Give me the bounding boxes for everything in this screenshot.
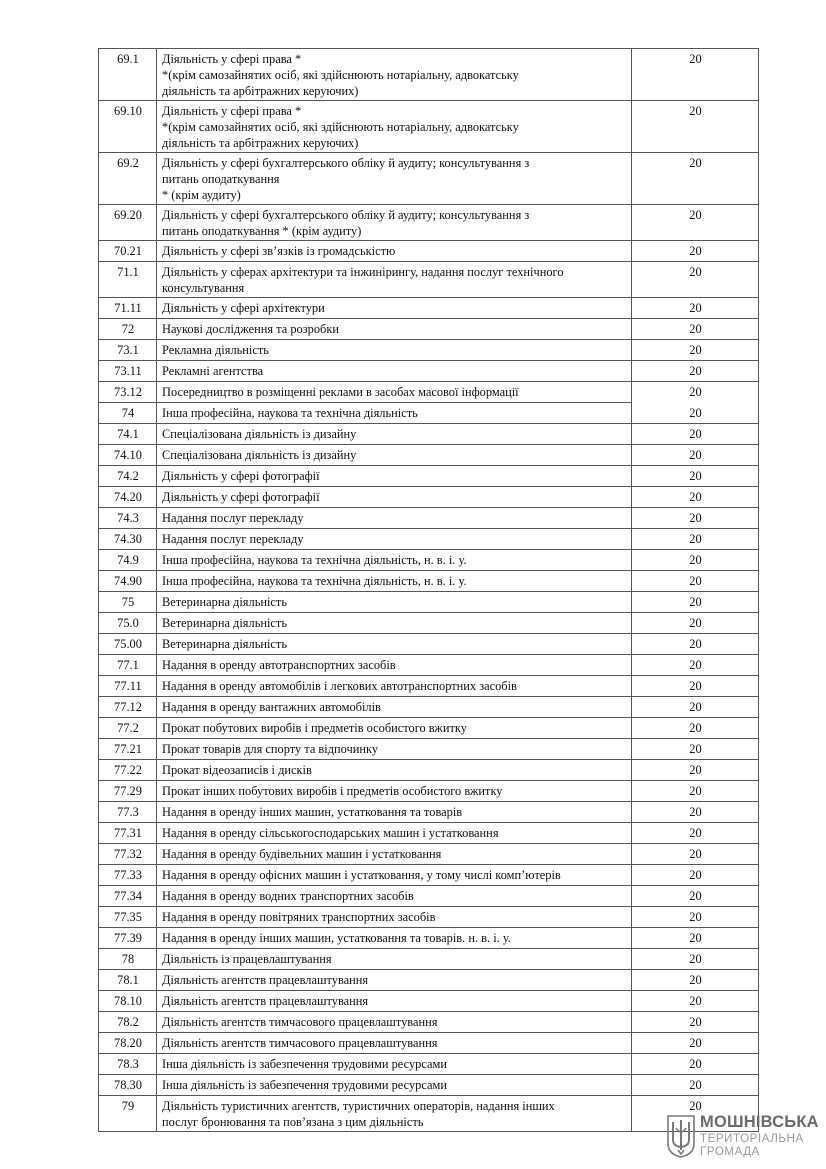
description-line: Інша діяльність із забезпечення трудовими ресурсами: [162, 1057, 447, 1071]
table-row: [99, 382, 759, 403]
kved-code: 69.2: [99, 153, 157, 205]
activity-description: [157, 1075, 632, 1096]
description-line: Прокат інших побутових виробів і предметів особистого вжитку: [162, 784, 503, 798]
description-line: Діяльність у сфері зв’язків із громадськістю: [162, 244, 396, 258]
description-line: Діяльність агентств тимчасового працевлаштування: [162, 1015, 438, 1029]
community-logo: [666, 1112, 819, 1160]
table-row: [99, 886, 759, 907]
activity-description: [157, 241, 632, 262]
table-row: [99, 823, 759, 844]
tax-rate: 20: [632, 571, 759, 592]
description-line: Спеціалізована діяльність із дизайну: [162, 427, 357, 441]
activity-description: [157, 844, 632, 865]
kved-code: 73.12: [99, 382, 157, 403]
description-line: Діяльність у сфері фотографії: [162, 469, 320, 483]
tax-rate: 20: [632, 49, 759, 101]
table-row: [99, 718, 759, 739]
trident-icon: [666, 1114, 696, 1158]
description-line: Надання в оренду автотранспортних засобів: [162, 658, 396, 672]
activity-description: [157, 101, 632, 153]
activity-description: [157, 1033, 632, 1054]
description-line: Надання в оренду сільськогосподарських машин і устатковання: [162, 826, 499, 840]
table-row: [99, 466, 759, 487]
activity-description: [157, 205, 632, 241]
activity-description: [157, 466, 632, 487]
tax-rate: 20: [632, 970, 759, 991]
tax-rate: 20: [632, 262, 759, 298]
description-line: консультування: [162, 281, 245, 295]
kved-code: 78.1: [99, 970, 157, 991]
kved-code: 69.10: [99, 101, 157, 153]
kved-rates-table: [98, 48, 759, 1132]
tax-rate: 20: [632, 1012, 759, 1033]
activity-description: [157, 550, 632, 571]
activity-description: [157, 697, 632, 718]
tax-rate: 20: [632, 907, 759, 928]
activity-description: [157, 655, 632, 676]
kved-code: 75: [99, 592, 157, 613]
kved-code: 71.11: [99, 298, 157, 319]
table-row: [99, 844, 759, 865]
description-line: Надання послуг перекладу: [162, 511, 304, 525]
tax-rate: 20: [632, 529, 759, 550]
activity-description: [157, 592, 632, 613]
tax-rate: 20: [632, 886, 759, 907]
table-row: [99, 676, 759, 697]
table-row: [99, 424, 759, 445]
description-line: Ветеринарна діяльність: [162, 595, 287, 609]
tax-rate: 20: [632, 676, 759, 697]
table-row: [99, 1075, 759, 1096]
tax-rate: 20: [632, 1054, 759, 1075]
kved-code: 72: [99, 319, 157, 340]
table-row: [99, 101, 759, 153]
description-line: Діяльність у сфері права *: [162, 104, 302, 118]
description-line: Ветеринарна діяльність: [162, 616, 287, 630]
kved-code: 77.31: [99, 823, 157, 844]
tax-rate: 20: [632, 781, 759, 802]
activity-description: [157, 403, 632, 424]
table-row: [99, 739, 759, 760]
table-row: [99, 445, 759, 466]
activity-description: [157, 262, 632, 298]
kved-code: 74.3: [99, 508, 157, 529]
activity-description: [157, 340, 632, 361]
tax-rate: 20: [632, 802, 759, 823]
description-line: Прокат відеозаписів і дисків: [162, 763, 312, 777]
table-row: [99, 802, 759, 823]
description-line: питань оподаткування * (крім аудиту): [162, 224, 362, 238]
kved-code: 75.00: [99, 634, 157, 655]
table-row: [99, 1033, 759, 1054]
description-line: Діяльність у сфері архітектури: [162, 301, 325, 315]
tax-rate: 20: [632, 298, 759, 319]
table-row: [99, 1054, 759, 1075]
kved-code: 69.20: [99, 205, 157, 241]
tax-rate: 20: [632, 844, 759, 865]
kved-code: 79: [99, 1096, 157, 1132]
activity-description: [157, 865, 632, 886]
activity-description: [157, 634, 632, 655]
description-line: Надання в оренду будівельних машин і устатковання: [162, 847, 442, 861]
description-line: * (крім аудиту): [162, 188, 241, 202]
kved-code: 77.1: [99, 655, 157, 676]
tax-rate: 20: [632, 487, 759, 508]
table-row: [99, 403, 759, 424]
tax-rate: 20: [632, 241, 759, 262]
table-row: [99, 205, 759, 241]
kved-code: 77.22: [99, 760, 157, 781]
description-line: Ветеринарна діяльність: [162, 637, 287, 651]
description-line: питань оподаткування: [162, 172, 280, 186]
activity-description: [157, 49, 632, 101]
tax-rate: 20: [632, 382, 759, 403]
kved-code: 77.2: [99, 718, 157, 739]
tax-rate: 20: [632, 1075, 759, 1096]
tax-rate: 20: [632, 613, 759, 634]
tax-rate: 20: [632, 319, 759, 340]
activity-description: [157, 298, 632, 319]
kved-code: 74.10: [99, 445, 157, 466]
kved-code: 77.33: [99, 865, 157, 886]
kved-code: 74.2: [99, 466, 157, 487]
activity-description: [157, 907, 632, 928]
table-row: [99, 241, 759, 262]
tax-rate: 20: [632, 928, 759, 949]
kved-code: 70.21: [99, 241, 157, 262]
table-row: [99, 760, 759, 781]
kved-code: 75.0: [99, 613, 157, 634]
description-line: Надання в оренду інших машин, устатковання та товарів. н. в. і. у.: [162, 931, 511, 945]
activity-description: [157, 739, 632, 760]
kved-code: 78.2: [99, 1012, 157, 1033]
description-line: Прокат побутових виробів і предметів особистого вжитку: [162, 721, 467, 735]
activity-description: [157, 886, 632, 907]
kved-code: 78.20: [99, 1033, 157, 1054]
table-row: [99, 907, 759, 928]
tax-rate: 20: [632, 550, 759, 571]
description-line: *(крім самозайнятих осіб, які здійснюють нотаріальну, адвокатську: [162, 68, 519, 82]
table-row: [99, 298, 759, 319]
kved-code: 74.30: [99, 529, 157, 550]
tax-rate: 20: [632, 634, 759, 655]
activity-description: [157, 529, 632, 550]
table-row: [99, 262, 759, 298]
table-row: [99, 781, 759, 802]
description-line: Діяльність туристичних агентств, туристичних операторів, надання інших: [162, 1099, 555, 1113]
activity-description: [157, 382, 632, 403]
description-line: Надання послуг перекладу: [162, 532, 304, 546]
description-line: діяльність та арбітражних керуючих): [162, 136, 359, 150]
kved-code: 77.3: [99, 802, 157, 823]
tax-rate: 20: [632, 424, 759, 445]
table-row: [99, 153, 759, 205]
activity-description: [157, 571, 632, 592]
tax-rate: 20: [632, 760, 759, 781]
tax-rate: 20: [632, 205, 759, 241]
activity-description: [157, 1012, 632, 1033]
logo-subtitle-line2: ГРОМАДА: [700, 1146, 760, 1158]
activity-description: [157, 676, 632, 697]
activity-description: [157, 802, 632, 823]
tax-rate: 20: [632, 361, 759, 382]
description-line: Діяльність із працевлаштування: [162, 952, 332, 966]
table-row: [99, 340, 759, 361]
description-line: Надання в оренду офісних машин і устатковання, у тому числі комп’ютерів: [162, 868, 561, 882]
kved-code: 74.9: [99, 550, 157, 571]
description-line: Діяльність агентств тимчасового працевлаштування: [162, 1036, 438, 1050]
activity-description: [157, 823, 632, 844]
kved-code: 74.90: [99, 571, 157, 592]
kved-code: 74.1: [99, 424, 157, 445]
kved-code: 77.21: [99, 739, 157, 760]
tax-rate: 20: [632, 403, 759, 424]
kved-code: 78.30: [99, 1075, 157, 1096]
activity-description: [157, 319, 632, 340]
kved-code: 77.12: [99, 697, 157, 718]
description-line: Спеціалізована діяльність із дизайну: [162, 448, 357, 462]
description-line: Діяльність у сфері бухгалтерського обліку й аудиту; консультування з: [162, 156, 530, 170]
kved-code: 78.10: [99, 991, 157, 1012]
tax-rate: 20: [632, 1033, 759, 1054]
activity-description: [157, 508, 632, 529]
table-row: [99, 1096, 759, 1132]
tax-rate: 20: [632, 655, 759, 676]
activity-description: [157, 361, 632, 382]
activity-description: [157, 781, 632, 802]
table-row: [99, 634, 759, 655]
description-line: Інша професійна, наукова та технічна діяльність, н. в. і. у.: [162, 574, 467, 588]
kved-code: 69.1: [99, 49, 157, 101]
logo-subtitle-line1: ТЕРИТОРІАЛЬНА: [700, 1133, 804, 1145]
activity-description: [157, 1096, 632, 1132]
tax-rate: 20: [632, 153, 759, 205]
activity-description: [157, 424, 632, 445]
activity-description: [157, 445, 632, 466]
tax-rate: 20: [632, 697, 759, 718]
tax-rate: 20: [632, 445, 759, 466]
table-row: [99, 508, 759, 529]
description-line: Інша професійна, наукова та технічна діяльність, н. в. і. у.: [162, 553, 467, 567]
table-row: [99, 991, 759, 1012]
tax-rate: 20: [632, 101, 759, 153]
kved-code: 77.39: [99, 928, 157, 949]
table-row: [99, 550, 759, 571]
table-row: [99, 49, 759, 101]
activity-description: [157, 1054, 632, 1075]
activity-description: [157, 949, 632, 970]
table-row: [99, 865, 759, 886]
table-row: [99, 928, 759, 949]
activity-description: [157, 718, 632, 739]
description-line: Діяльність агентств працевлаштування: [162, 994, 369, 1008]
kved-table-body: [99, 49, 759, 1132]
table-row: [99, 1012, 759, 1033]
activity-description: [157, 153, 632, 205]
activity-description: [157, 970, 632, 991]
kved-code: 78: [99, 949, 157, 970]
activity-description: [157, 487, 632, 508]
description-line: Рекламні агентства: [162, 364, 264, 378]
activity-description: [157, 928, 632, 949]
description-line: Інша діяльність із забезпечення трудовими ресурсами: [162, 1078, 447, 1092]
description-line: Надання в оренду повітряних транспортних засобів: [162, 910, 436, 924]
table-row: [99, 949, 759, 970]
description-line: діяльність та арбітражних керуючих): [162, 84, 359, 98]
activity-description: [157, 991, 632, 1012]
kved-code: 73.11: [99, 361, 157, 382]
table-row: [99, 655, 759, 676]
tax-rate: 20: [632, 865, 759, 886]
table-row: [99, 487, 759, 508]
description-line: Діяльність у сферах архітектури та інжинірингу, надання послуг технічного: [162, 265, 564, 279]
description-line: Надання в оренду вантажних автомобілів: [162, 700, 381, 714]
kved-code: 74.20: [99, 487, 157, 508]
description-line: Діяльність у сфері фотографії: [162, 490, 320, 504]
description-line: Діяльність у сфері права *: [162, 52, 302, 66]
description-line: Надання в оренду автомобілів і легкових автотранспортних засобів: [162, 679, 517, 693]
description-line: Діяльність агентств працевлаштування: [162, 973, 369, 987]
kved-code: 77.29: [99, 781, 157, 802]
description-line: Наукові дослідження та розробки: [162, 322, 339, 336]
logo-title: МОШНІВСЬКА: [700, 1113, 819, 1131]
activity-description: [157, 613, 632, 634]
kved-code: 71.1: [99, 262, 157, 298]
kved-code: 77.11: [99, 676, 157, 697]
description-line: Посередництво в розміщенні реклами в засобах масової інформації: [162, 385, 519, 399]
description-line: Надання в оренду водних транспортних засобів: [162, 889, 414, 903]
description-line: Прокат товарів для спорту та відпочинку: [162, 742, 379, 756]
activity-description: [157, 760, 632, 781]
description-line: *(крім самозайнятих осіб, які здійснюють нотаріальну, адвокатську: [162, 120, 519, 134]
kved-code: 74: [99, 403, 157, 424]
kved-code: 77.34: [99, 886, 157, 907]
description-line: Діяльність у сфері бухгалтерського обліку й аудиту; консультування з: [162, 208, 530, 222]
table-row: [99, 319, 759, 340]
description-line: Рекламна діяльність: [162, 343, 269, 357]
tax-rate: 20: [632, 949, 759, 970]
tax-rate: 20: [632, 466, 759, 487]
table-row: [99, 571, 759, 592]
tax-rate: 20: [632, 718, 759, 739]
kved-code: 77.35: [99, 907, 157, 928]
table-row: [99, 361, 759, 382]
table-row: [99, 613, 759, 634]
tax-rate: 20: [632, 592, 759, 613]
tax-rate: 20: [632, 739, 759, 760]
tax-rate: 20: [632, 823, 759, 844]
kved-code: 73.1: [99, 340, 157, 361]
description-line: Інша професійна, наукова та технічна діяльність: [162, 406, 418, 420]
table-row: [99, 970, 759, 991]
kved-code: 77.32: [99, 844, 157, 865]
table-row: [99, 592, 759, 613]
tax-rate: 20: [632, 1096, 759, 1132]
description-line: послуг бронювання та пов’язана з цим діяльність: [162, 1115, 424, 1129]
description-line: Надання в оренду інших машин, устатковання та товарів: [162, 805, 463, 819]
tax-rate: 20: [632, 508, 759, 529]
table-row: [99, 697, 759, 718]
kved-code: 78.3: [99, 1054, 157, 1075]
tax-rate: 20: [632, 340, 759, 361]
tax-rate: 20: [632, 991, 759, 1012]
table-row: [99, 529, 759, 550]
